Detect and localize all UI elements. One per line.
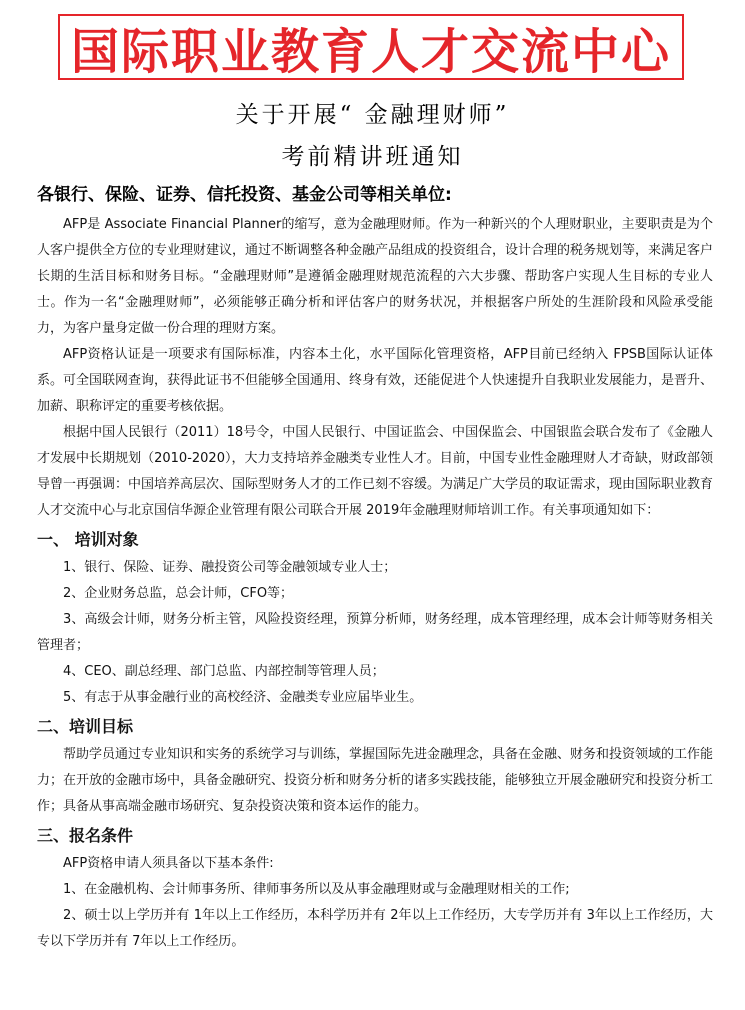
list-item: 1、银行、保险、证券、融投资公司等金融领域专业人士；: [63, 560, 397, 575]
list-item: AFP资格申请人须具备以下基本条件:: [63, 856, 274, 871]
notice-title-line2: 考前精讲班通知: [281, 144, 464, 170]
list-item: 1、在金融机构、会计师事务所、律师事务所以及从事金融理财或与金融理财相关的工作;: [63, 882, 570, 897]
notice-title-line1: 关于开展“ 金融理财师”: [235, 102, 510, 128]
intro-paragraph: 根据中国人民银行（2011）18号令，中国人民银行、中国证监会、中国保监会、中国银监会联合发布了《金融人才发展中长期规划（2010-2020），大力支持培养金融类专业性人才。目前，中国专业性金融理财人才奇缺，财政部领导曾一再强调：中国培养高层次、国际型财务人才的工作已刻不容缓。为满足广大学员的取证需求，现由国际职业教育人才交流中心与北京国信华源企业管理有限公司联合开展 2019年金融理财师培训工作。有关事项通知如下：: [37, 425, 714, 518]
header-banner: [58, 14, 684, 80]
organization-name: 国际职业教育人才交流中心: [70, 23, 671, 80]
list-item: 3、高级会计师，财务分析主管，风险投资经理，预算分析师，财务经理，成本管理经理，成本会计师等财务相关管理者；: [37, 612, 713, 653]
notice-body: [37, 212, 713, 955]
list-item: 2、企业财务总监，总会计师，CFO等；: [63, 586, 294, 601]
intro-paragraph: AFP资格认证是一项要求有国际标准，内容本土化，水平国际化管理资格，AFP目前已经纳入 FPSB国际认证体系。可全国联网查询，获得此证书不但能够全国通用、终身有效，还能促进个人快速提升自我职业发展能力，是晋升、加薪、职称评定的重要考核依据。: [37, 347, 714, 414]
intro-paragraph: AFP是 Associate Financial Planner的缩写，意为金融理财师。作为一种新兴的个人理财职业，主要职责是为个人客户提供全方位的专业理财建议，通过不断调整各种金融产品组成的投资组合，设计合理的税务规划等，来满足客户长期的生活目标和财务目标。“金融理财师”是遵循金融理财规范流程的六大步骤、帮助客户实现人生目标的专业人士。作为一名“金融理财师”，必须能够正确分析和评估客户的财务状况，并根据客户所处的生涯阶段和风险承受能力，为客户量身定做一份合理的理财方案。: [37, 217, 714, 336]
salutation: 各银行、保险、证券、信托投资、基金公司等相关单位:: [37, 185, 452, 205]
list-item: 4、CEO、副总经理、部门总监、内部控制等管理人员；: [63, 664, 385, 679]
section-heading-training-target: 一、 培训对象: [37, 530, 139, 549]
section-paragraph: 帮助学员通过专业知识和实务的系统学习与训练，掌握国际先进金融理念，具备在金融、财务和投资领域的工作能力；在开放的金融市场中，具备金融研究、投资分析和财务分析的诸多实践技能，能够独立开展金融研究和投资分析工作；具备从事高端金融市场研究、复杂投资决策和资本运作的能力。: [37, 747, 714, 814]
list-item: 2、硕士以上学历并有 1年以上工作经历，本科学历并有 2年以上工作经历，大专学历并有 3年以上工作经历，大专以下学历并有 7年以上工作经历。: [37, 908, 713, 949]
section-heading-training-goal: 二、培训目标: [37, 717, 134, 736]
section-heading-requirements: 三、报名条件: [37, 826, 134, 845]
list-item: 5、有志于从事金融行业的高校经济、金融类专业应届毕业生。: [63, 690, 423, 705]
